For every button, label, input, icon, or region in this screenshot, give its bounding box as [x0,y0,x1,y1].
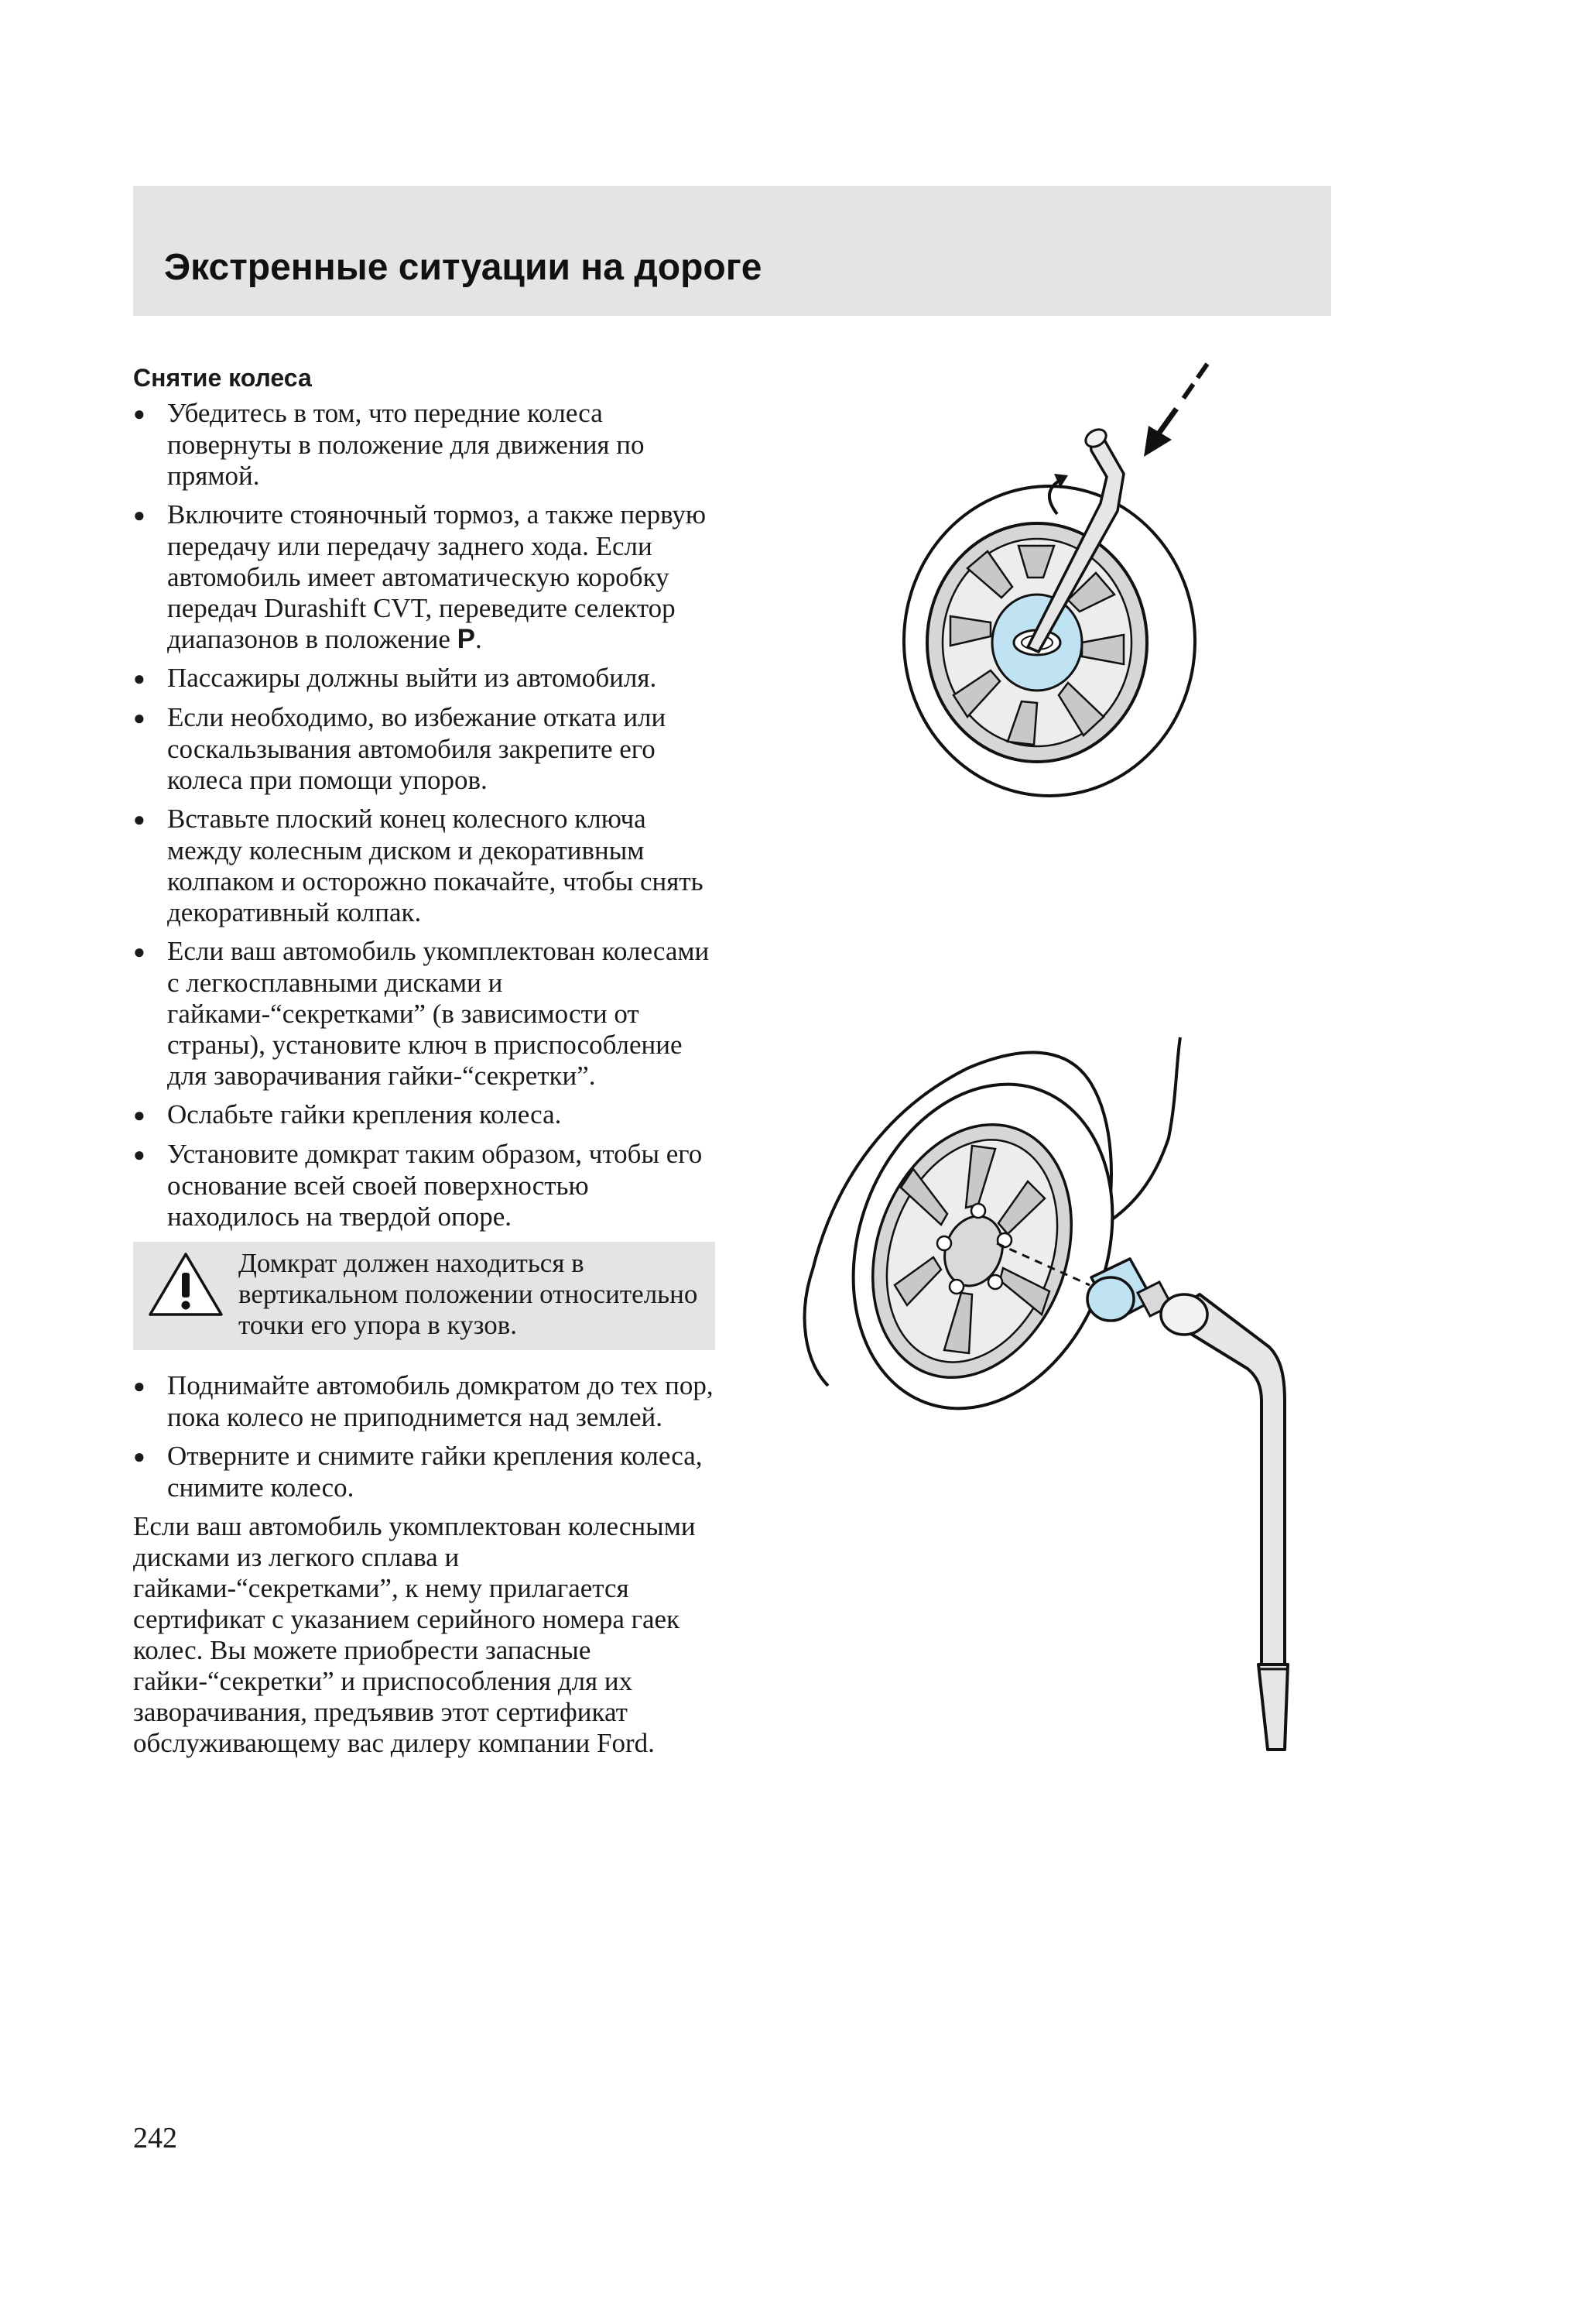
bullet-icon: ● [133,667,145,690]
list-item: ● Если ваш автомобиль укомплектован колесами с легкосплавными дисками и гайками-“секретками” (в зависимости от страны), установите ключ в приспособление для заворачивания гайки-“секретки”. [133,936,710,1091]
list-item: ● Установите домкрат таким образом, чтобы его основание всей своей поверхностью находилось на твердой опоре. [133,1139,703,1232]
list-item: ● Убедитесь в том, что передние колеса повернуты в положение для движения по прямой. [133,398,645,491]
header-band [133,186,1331,316]
bullet-list-2 [133,1370,715,1503]
list-item: ● Поднимайте автомобиль домкратом до тех пор, пока колесо не приподнимется над землей. [133,1370,714,1432]
list-item: ● Включите стояночный тормоз, а также первую передачу или передачу заднего хода. Если автомобиль имеет автоматическую коробку передач Durashift CVT, переведите селектор диапазонов в положение P. [133,499,707,654]
locking-nut-illustration [789,1022,1300,1757]
bullet-list-1 [133,398,715,1232]
warning-box [133,1242,715,1350]
list-item: ● Вставьте плоский конец колесного ключа между колесным диском и декоративным колпаком и осторожно покачайте, чтобы снять декоративный колпак. [133,804,703,927]
section-title: Снятие колеса [133,364,312,392]
wheel-cap-removal-illustration [836,348,1269,813]
bullet-icon: ● [133,808,145,831]
warning-text: Домкрат должен находиться в вертикальном положении относительно точки его упора в кузов. [238,1248,698,1340]
wheel-wrench [1161,1294,1288,1750]
certificate-paragraph: Если ваш автомобиль укомплектован колесными дисками из легкого сплава и гайками-“секретками”, к нему прилагается сертификат с указанием серийного номера гаек колес. Вы можете приобрести запасные гайки-“секретки” и приспособления для их заворачивания, предъявив этот сертификат обслуживающему вас дилеру компании Ford. [133,1511,696,1758]
list-item: ● Если необходимо, во избежание отката или соскальзывания автомобиля закрепите его колеса при помощи упоров. [133,702,666,795]
bullet-icon: ● [133,1104,145,1126]
list-item: ● Отверните и снимите гайки крепления колеса, снимите колесо. [133,1441,703,1503]
bullet-icon: ● [133,403,145,425]
bullet-icon: ● [133,504,145,526]
page-title: Экстренные ситуации на дороге [164,247,762,288]
bullet-icon: ● [133,1445,145,1468]
warning-triangle-icon [147,1251,224,1318]
arrow-icon [1144,364,1207,457]
page-number: 242 [133,2122,177,2154]
list-item: ● Ослабьте гайки крепления колеса. [133,1099,562,1129]
bullet-icon: ● [133,1143,145,1166]
gear-label: P [457,624,476,654]
main-text-column [133,362,715,1759]
bullet-icon: ● [133,1375,145,1397]
bullet-icon: ● [133,941,145,963]
bullet-icon: ● [133,707,145,729]
list-item: ● Пассажиры должны выйти из автомобиля. [133,663,657,693]
